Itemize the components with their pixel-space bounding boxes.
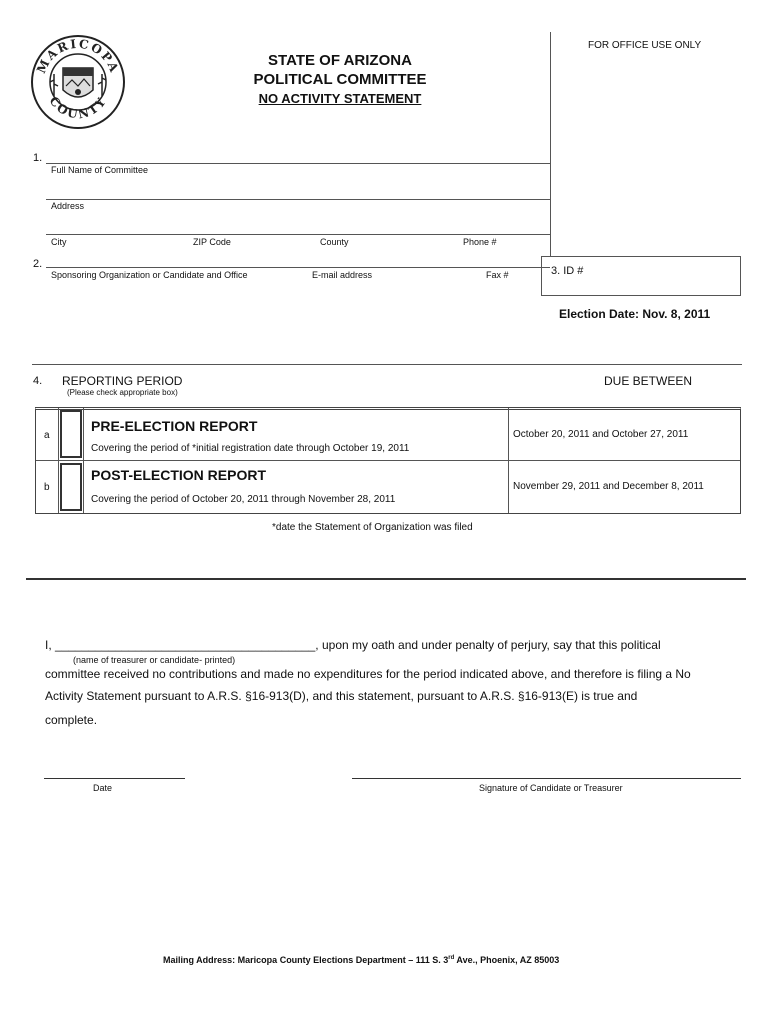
mailing-address-part1: Mailing Address: Maricopa County Elections Department – 111 S. 3	[163, 955, 449, 965]
table-col-left-inner	[58, 408, 59, 513]
email-label: E-mail address	[312, 270, 373, 280]
pre-election-desc: Covering the period of *initial registration date through October 19, 2011	[91, 443, 410, 454]
pre-election-checkbox[interactable]	[60, 410, 82, 458]
county-seal-icon	[30, 34, 126, 130]
title-line-3: NO ACTIVITY STATEMENT	[258, 91, 422, 106]
footnote: *date the Statement of Organization was filed	[272, 522, 473, 533]
reporting-period-subheading: (Please check appropriate box)	[67, 388, 178, 397]
city-label: City	[51, 237, 67, 247]
svg-text:MARICOPA: MARICOPA	[34, 36, 122, 76]
table-row-divider	[36, 460, 740, 461]
mailing-address-sup: rd	[448, 955, 455, 961]
treasurer-name-hint: (name of treasurer or candidate- printed)	[73, 655, 236, 665]
sponsor-label: Sponsoring Organization or Candidate and Office	[51, 270, 248, 280]
date-label: Date	[93, 783, 113, 793]
pre-election-due: October 20, 2011 and October 27, 2011	[513, 429, 689, 440]
oath-line-2: committee received no contributions and made no expenditures for the period indicated above, and therefore is filing a No	[45, 667, 691, 681]
post-election-checkbox[interactable]	[60, 463, 82, 511]
section-4-number: 4.	[33, 375, 43, 387]
section-1-number: 1.	[33, 152, 43, 164]
oath-prefix: I,	[45, 638, 52, 652]
address-line[interactable]	[46, 199, 550, 200]
title-line-2: POLITICAL COMMITTEE	[253, 71, 427, 88]
due-between-heading: DUE BETWEEN	[604, 374, 693, 388]
row-a-letter: a	[44, 430, 50, 441]
signature-line[interactable]	[352, 778, 741, 779]
oath-line-3: Activity Statement pursuant to A.R.S. §16-913(D), and this statement, pursuant to A.R.S. §16-913(E) is true and	[45, 689, 638, 703]
date-line[interactable]	[44, 778, 185, 779]
full-name-label: Full Name of Committee	[51, 165, 149, 175]
section-4-top-rule	[32, 364, 742, 365]
post-election-desc: Covering the period of October 20, 2011 through November 28, 2011	[91, 494, 396, 505]
oath-line-4: complete.	[45, 713, 98, 727]
section-divider	[26, 578, 746, 580]
full-name-line[interactable]	[46, 163, 550, 164]
post-election-due: November 29, 2011 and December 8, 2011	[513, 481, 704, 492]
svg-text:COUNTY: COUNTY	[46, 93, 110, 122]
oath-line-1-rest: , upon my oath and under penalty of perjury, say that this political	[315, 638, 661, 652]
county-seal	[30, 34, 126, 130]
zip-label: ZIP Code	[193, 237, 231, 247]
office-use-label: FOR OFFICE USE ONLY	[588, 40, 702, 51]
section-2-number: 2.	[33, 258, 43, 270]
phone-label: Phone #	[463, 237, 497, 247]
treasurer-name-blank[interactable]: _______________________________________	[55, 638, 316, 652]
county-label: County	[320, 237, 349, 247]
signature-label: Signature of Candidate or Treasurer	[479, 783, 623, 793]
election-date: Election Date: Nov. 8, 2011	[559, 307, 711, 321]
address-label: Address	[51, 201, 85, 211]
fax-label: Fax #	[486, 270, 509, 280]
office-use-border	[550, 32, 551, 257]
pre-election-title: PRE-ELECTION REPORT	[91, 418, 258, 434]
mailing-address	[163, 955, 559, 965]
sponsor-line[interactable]	[46, 267, 550, 268]
mailing-address-part2: Ave., Phoenix, AZ 85003	[454, 955, 560, 965]
id-label: 3. ID #	[551, 265, 584, 277]
oath-line-1	[45, 638, 661, 652]
reporting-period-heading: REPORTING PERIOD	[62, 374, 183, 388]
post-election-title: POST-ELECTION REPORT	[91, 467, 267, 483]
title-line-1: STATE OF ARIZONA	[268, 52, 412, 69]
city-line[interactable]	[46, 234, 550, 235]
row-b-letter: b	[44, 482, 50, 493]
